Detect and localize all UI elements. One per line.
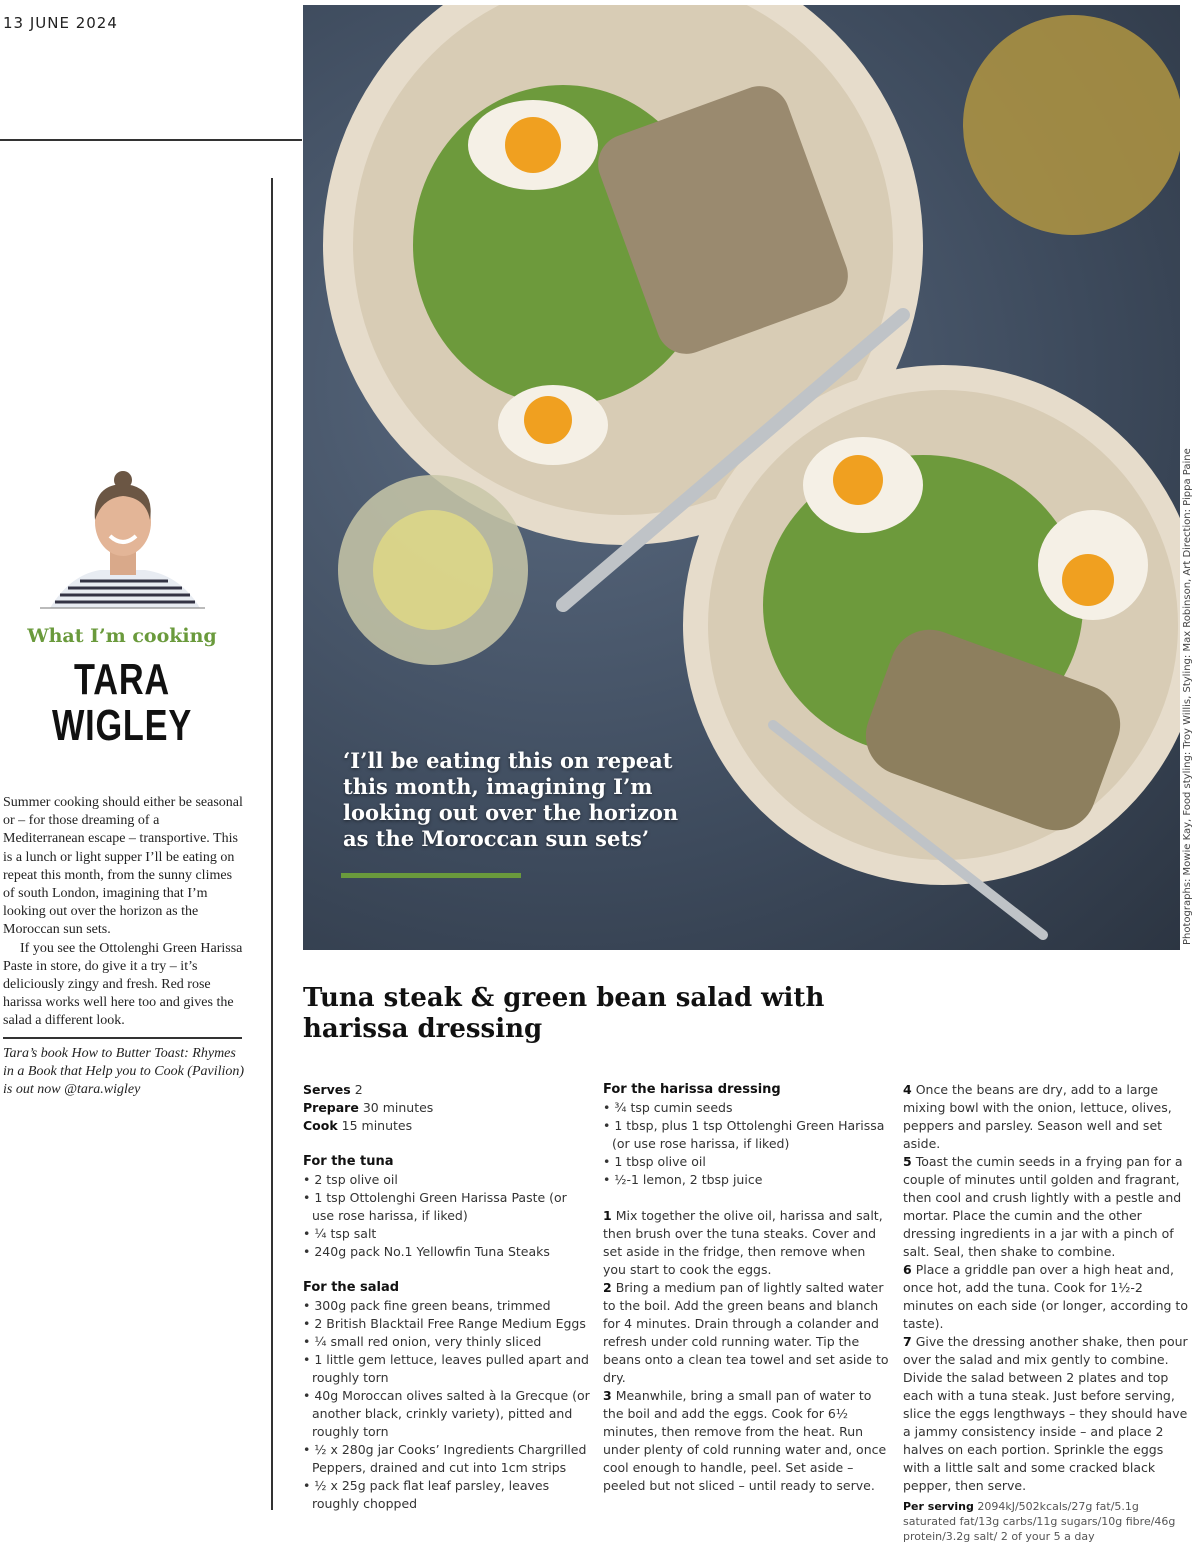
nutrition-info: [903, 1499, 1191, 1544]
step-number: 2: [603, 1280, 612, 1295]
serves: [303, 1081, 591, 1099]
step-number: 7: [903, 1334, 912, 1349]
divider: [3, 1037, 242, 1039]
ingredient-item: • ½ x 280g jar Cooks’ Ingredients Chargrilled Peppers, drained and cut into 1cm strips: [303, 1441, 591, 1477]
book-note: Tara’s book How to Butter Toast: Rhymes in a Book that Help you to Cook (Pavilion) is out now @tara.wigley: [3, 1046, 245, 1098]
method-step: [903, 1081, 1191, 1153]
ingredient-item: • 1 tsp Ottolenghi Green Harissa Paste (or use rose harissa, if liked): [303, 1189, 591, 1225]
serves-value: 2: [354, 1082, 363, 1097]
intro-paragraph: If you see the Ottolenghi Green Harissa Paste in store, do give it a try – it’s deliciously zingy and fresh. Red rose harissa works well here too and gives the salad a different look.: [3, 940, 243, 1029]
ingredient-item: • 1 tbsp, plus 1 tsp Ottolenghi Green Harissa (or use rose harissa, if liked): [603, 1117, 891, 1153]
recipe-title: Tuna steak & green bean salad with harissa dressing: [303, 983, 825, 1044]
method-step: [603, 1387, 891, 1495]
intro-paragraph: Summer cooking should either be seasonal or – for those dreaming of a Mediterranean escape – transportive. This is a lunch or light supper I’ll be eating on repeat this month, from the sunny climes of south London, imagining that I’m looking out over the horizon as the Moroccan sun sets.: [3, 795, 243, 938]
salad-heading: For the salad: [303, 1280, 400, 1295]
ingredient-item: • 1 tbsp olive oil: [603, 1153, 891, 1171]
cook-value: 15 minutes: [341, 1118, 413, 1133]
ingredient-item: • 300g pack fine green beans, trimmed: [303, 1297, 591, 1315]
method-column-1: [603, 1081, 891, 1495]
step-text: Place a griddle pan over a high heat and, once hot, add the tuna. Cook for 1½-2 minutes on each side (or longer, according to taste).: [903, 1262, 1188, 1331]
method-step: [603, 1207, 891, 1279]
prepare-time: [303, 1099, 591, 1117]
step-number: 5: [903, 1154, 912, 1169]
author-first-name: TARA: [74, 655, 170, 704]
author-name: [27, 657, 217, 749]
prepare-value: 30 minutes: [362, 1100, 434, 1115]
ingredient-item: • ¾ tsp cumin seeds: [603, 1099, 891, 1117]
step-text: Meanwhile, bring a small pan of water to the boil and add the eggs. Cook for 6½ minutes, then remove from the heat. Run under plenty of cold running water and, once cool enough to handle, peel. Set aside – peeled but not sliced – until ready to serve.: [603, 1388, 887, 1493]
ingredient-item: • 1 little gem lettuce, leaves pulled apart and roughly torn: [303, 1351, 591, 1387]
ingredient-item: • 240g pack No.1 Yellowfin Tuna Steaks: [303, 1243, 591, 1261]
photo-credit: Photographs: Mowie Kay, Food styling: Troy Willis, Styling: Max Robinson, Art Direction: Pippa Paine: [1182, 448, 1193, 945]
pull-quote: ‘I’ll be eating this on repeat this month, imagining I’m looking out over the horizon as the Moroccan sun sets’: [343, 748, 679, 851]
column-divider: [271, 178, 273, 1510]
step-text: Give the dressing another shake, then pour over the salad and mix gently to combine. Divide the salad between 2 plates and top each with a tuna steak. Just before serving, slice the eggs lengthways – they should have a jammy consistency inside – and place 2 halves on each portion. Sprinkle the eggs with a little salt and some cracked black pepper, then serve.: [903, 1334, 1188, 1493]
method-step: [603, 1279, 891, 1387]
ingredient-item: • ½ x 25g pack flat leaf parsley, leaves roughly chopped: [303, 1477, 591, 1513]
recipe-photo: [303, 5, 1180, 950]
step-text: Bring a medium pan of lightly salted water to the boil. Add the green beans and blanch for 4 minutes. Drain through a colander and refresh under cold running water. Tip the beans onto a clean tea towel and set aside to dry.: [603, 1280, 889, 1385]
quote-accent-bar: [341, 873, 521, 878]
step-text: Mix together the olive oil, harissa and salt, then brush over the tuna steaks. Cover and set aside in the fridge, then remove when you start to cook the eggs.: [603, 1208, 883, 1277]
tuna-heading: For the tuna: [303, 1154, 394, 1169]
ingredients-column: [303, 1081, 591, 1513]
nutrition-label: Per serving: [903, 1500, 974, 1513]
ingredient-item: • ¼ small red onion, very thinly sliced: [303, 1333, 591, 1351]
intro-text: [3, 794, 243, 1031]
issue-date: 13 JUNE 2024: [3, 14, 118, 32]
step-text: Toast the cumin seeds in a frying pan for a couple of minutes until golden and fragrant, then cool and crush lightly with a pestle and mortar. Place the cumin and the other dressing ingredients in a jar with a pinch of salt. Seal, then shake to combine.: [903, 1154, 1183, 1259]
method-step: [903, 1261, 1191, 1333]
cook-time: [303, 1117, 591, 1135]
step-number: 3: [603, 1388, 612, 1403]
method-column-2: [903, 1081, 1191, 1544]
method-step: [903, 1333, 1191, 1495]
ingredient-item: • 2 tsp olive oil: [303, 1171, 591, 1189]
ingredient-item: • ¼ tsp salt: [303, 1225, 591, 1243]
prepare-label: Prepare: [303, 1100, 359, 1115]
serves-label: Serves: [303, 1082, 351, 1097]
ingredient-item: • 40g Moroccan olives salted à la Grecque (or another black, crinkly variety), pitted and roughly torn: [303, 1387, 591, 1441]
cook-label: Cook: [303, 1118, 338, 1133]
author-last-name: WIGLEY: [51, 701, 193, 750]
method-step: [903, 1153, 1191, 1261]
ingredient-item: • ½-1 lemon, 2 tbsp juice: [603, 1171, 891, 1189]
step-text: Once the beans are dry, add to a large mixing bowl with the onion, lettuce, olives, peppers and parsley. Season well and set aside.: [903, 1082, 1172, 1151]
dressing-heading: For the harissa dressing: [603, 1082, 781, 1097]
step-number: 6: [903, 1262, 912, 1277]
nutrition-value: 2094kJ/502kcals/27g fat/5.1g saturated fat/13g carbs/11g sugars/10g fibre/46g protein/3.2g salt/ 2 of your 5 a day: [903, 1500, 1176, 1543]
ingredient-item: • 2 British Blacktail Free Range Medium Eggs: [303, 1315, 591, 1333]
step-number: 1: [603, 1208, 612, 1223]
author-photo: [40, 470, 205, 610]
column-kicker: What I’m cooking: [27, 625, 217, 647]
step-number: 4: [903, 1082, 912, 1097]
divider: [0, 139, 302, 141]
